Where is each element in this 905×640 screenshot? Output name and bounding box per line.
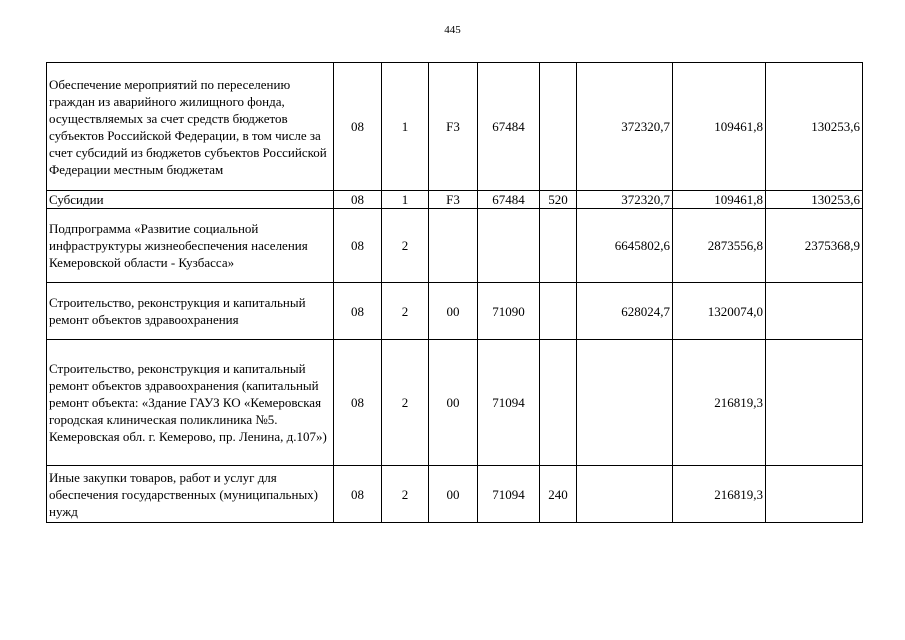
row-name: Строительство, реконструкция и капитальный ремонт объектов здравоохранения xyxy=(47,283,334,340)
cell-expense-type: 520 xyxy=(540,191,577,209)
cell-subsection: 1 xyxy=(382,63,429,191)
cell-program: 00 xyxy=(429,340,478,466)
cell-year1: 6645802,6 xyxy=(577,209,673,283)
table-row xyxy=(47,283,863,340)
table-row xyxy=(47,466,863,523)
cell-direction: 71094 xyxy=(478,340,540,466)
cell-expense-type: 240 xyxy=(540,466,577,523)
cell-year3 xyxy=(766,466,863,523)
cell-subsection: 1 xyxy=(382,191,429,209)
cell-year3: 130253,6 xyxy=(766,191,863,209)
cell-year2: 1320074,0 xyxy=(673,283,766,340)
cell-expense-type xyxy=(540,209,577,283)
cell-year1: 628024,7 xyxy=(577,283,673,340)
budget-table xyxy=(46,62,863,523)
cell-year2: 216819,3 xyxy=(673,340,766,466)
table-row xyxy=(47,191,863,209)
cell-year1 xyxy=(577,340,673,466)
cell-subsection: 2 xyxy=(382,466,429,523)
cell-section: 08 xyxy=(334,340,382,466)
cell-direction xyxy=(478,209,540,283)
cell-subsection: 2 xyxy=(382,283,429,340)
cell-year1: 372320,7 xyxy=(577,191,673,209)
cell-subsection: 2 xyxy=(382,209,429,283)
cell-direction: 67484 xyxy=(478,63,540,191)
cell-direction: 71094 xyxy=(478,466,540,523)
cell-program: F3 xyxy=(429,63,478,191)
cell-expense-type xyxy=(540,63,577,191)
cell-year2: 109461,8 xyxy=(673,63,766,191)
cell-year3 xyxy=(766,283,863,340)
cell-program: F3 xyxy=(429,191,478,209)
cell-direction: 67484 xyxy=(478,191,540,209)
table-row xyxy=(47,209,863,283)
cell-section: 08 xyxy=(334,466,382,523)
cell-program xyxy=(429,209,478,283)
cell-year3: 2375368,9 xyxy=(766,209,863,283)
cell-expense-type xyxy=(540,340,577,466)
row-name: Подпрограмма «Развитие социальной инфраструктуры жизнеобеспечения населения Кемеровской области - Кузбасса» xyxy=(47,209,334,283)
cell-year2: 109461,8 xyxy=(673,191,766,209)
cell-year2: 2873556,8 xyxy=(673,209,766,283)
table-row xyxy=(47,63,863,191)
cell-year1: 372320,7 xyxy=(577,63,673,191)
cell-year1 xyxy=(577,466,673,523)
cell-section: 08 xyxy=(334,283,382,340)
cell-year2: 216819,3 xyxy=(673,466,766,523)
cell-program: 00 xyxy=(429,466,478,523)
cell-subsection: 2 xyxy=(382,340,429,466)
page-number: 445 xyxy=(444,24,461,36)
table-row xyxy=(47,340,863,466)
cell-year3: 130253,6 xyxy=(766,63,863,191)
cell-program: 00 xyxy=(429,283,478,340)
row-name: Строительство, реконструкция и капитальный ремонт объектов здравоохранения (капитальный ремонт объекта: «Здание ГАУЗ КО «Кемеровская городская клиническая поликлиника №5. Кемеровская обл. г. Кемерово, пр. Ленина, д.107») xyxy=(47,340,334,466)
cell-year3 xyxy=(766,340,863,466)
row-name: Иные закупки товаров, работ и услуг для обеспечения государственных (муниципальных) нужд xyxy=(47,466,334,523)
cell-section: 08 xyxy=(334,63,382,191)
row-name: Субсидии xyxy=(47,191,334,209)
cell-expense-type xyxy=(540,283,577,340)
cell-direction: 71090 xyxy=(478,283,540,340)
cell-section: 08 xyxy=(334,209,382,283)
cell-section: 08 xyxy=(334,191,382,209)
row-name: Обеспечение мероприятий по переселению граждан из аварийного жилищного фонда, осуществляемых за счет средств бюджетов субъектов Российской Федерации, в том числе за счет субсидий из бюджетов субъектов Российской Федерации местным бюджетам xyxy=(47,63,334,191)
